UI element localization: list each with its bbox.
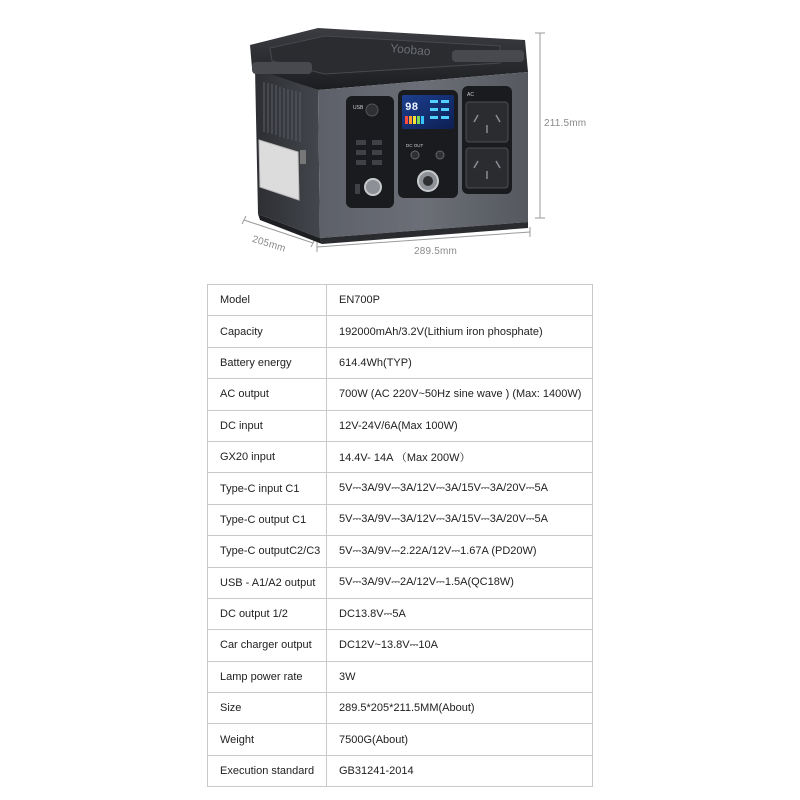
spec-label: Capacity: [208, 316, 327, 347]
table-row: [208, 285, 593, 316]
dimension-depth-label: 205mm: [250, 234, 287, 255]
lamp-knob-icon: [365, 179, 381, 195]
table-row: [208, 724, 593, 755]
product-figure: [0, 0, 800, 280]
dimension-width-label: 289.5mm: [414, 246, 458, 257]
table-row: [208, 347, 593, 378]
table-row: [208, 567, 593, 598]
ac-panel-label: AC: [467, 92, 474, 98]
spec-value: 5V⎓3A/9V⎓2A/12V⎓1.5A(QC18W): [327, 567, 593, 598]
spec-label: Car charger output: [208, 630, 327, 661]
usb-panel-label: USB: [353, 105, 364, 111]
spec-label: Type-C outputC2/C3: [208, 536, 327, 567]
spec-label: Model: [208, 285, 327, 316]
spec-label: Execution standard: [208, 755, 327, 786]
table-row: [208, 379, 593, 410]
lcd-battery-reading: 98: [405, 102, 419, 114]
table-row: [208, 536, 593, 567]
usb-c-port: [355, 184, 360, 194]
spec-value: 5V⎓3A/9V⎓2.22A/12V⎓1.67A (PD20W): [327, 536, 593, 567]
table-row: [208, 441, 593, 472]
spec-table: [207, 284, 593, 787]
spec-label: GX20 input: [208, 441, 327, 472]
spec-value: 14.4V- 14A （Max 200W）: [327, 441, 593, 472]
battery-level-bars: [405, 116, 424, 124]
right-handle: [452, 50, 524, 62]
table-row: [208, 598, 593, 629]
spec-value: 192000mAh/3.2V(Lithium iron phosphate): [327, 316, 593, 347]
spec-label: AC output: [208, 379, 327, 410]
table-row: [208, 316, 593, 347]
car-charger-socket: [423, 176, 433, 186]
spec-value: EN700P: [327, 285, 593, 316]
side-port: [300, 150, 306, 164]
table-row: [208, 630, 593, 661]
table-row: [208, 755, 593, 786]
spec-value: 700W (AC 220V~50Hz sine wave ) (Max: 1400W): [327, 379, 593, 410]
left-handle: [252, 62, 312, 74]
spec-label: DC output 1/2: [208, 598, 327, 629]
dc-out-label: DC OUT: [406, 143, 424, 148]
spec-label: Type-C output C1: [208, 504, 327, 535]
spec-value: 3W: [327, 661, 593, 692]
spec-value: DC13.8V⎓5A: [327, 598, 593, 629]
dimension-height-label: 211.5mm: [544, 118, 587, 129]
power-station-illustration: [0, 0, 800, 280]
spec-value: GB31241-2014: [327, 755, 593, 786]
dc-port-2-icon: [436, 151, 444, 159]
spec-label: USB - A1/A2 output: [208, 567, 327, 598]
spec-value: 614.4Wh(TYP): [327, 347, 593, 378]
table-row: [208, 661, 593, 692]
ac-outlet-1: [466, 102, 508, 142]
table-row: [208, 504, 593, 535]
power-button-icon: [366, 104, 378, 116]
spec-value: 5V⎓3A/9V⎓3A/12V⎓3A/15V⎓3A/20V⎓5A: [327, 504, 593, 535]
spec-label: Size: [208, 693, 327, 724]
spec-value: DC12V~13.8V⎓10A: [327, 630, 593, 661]
table-row: [208, 410, 593, 441]
spec-value: 12V-24V/6A(Max 100W): [327, 410, 593, 441]
table-row: [208, 693, 593, 724]
spec-label: Battery energy: [208, 347, 327, 378]
spec-label: Type-C input C1: [208, 473, 327, 504]
spec-label: Lamp power rate: [208, 661, 327, 692]
dc-port-1-icon: [411, 151, 419, 159]
lid-brand-text: Yoobao: [389, 41, 432, 59]
spec-value: 5V⎓3A/9V⎓3A/12V⎓3A/15V⎓3A/20V⎓5A: [327, 473, 593, 504]
spec-label: DC input: [208, 410, 327, 441]
table-row: [208, 473, 593, 504]
spec-label: Weight: [208, 724, 327, 755]
ac-outlet-2: [466, 148, 508, 188]
spec-value: 7500G(About): [327, 724, 593, 755]
spec-value: 289.5*205*211.5MM(About): [327, 693, 593, 724]
